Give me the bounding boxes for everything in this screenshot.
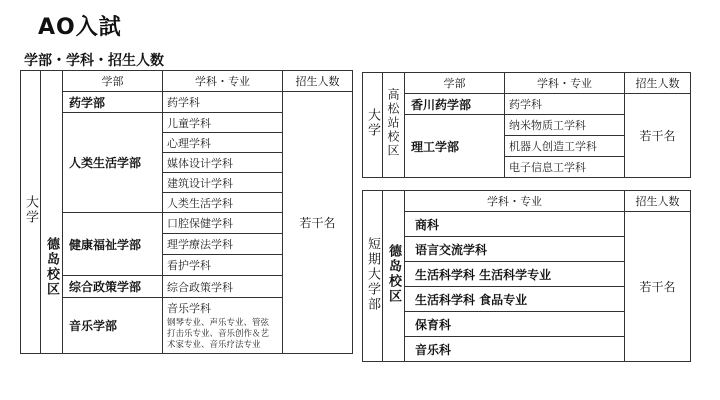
quota-value: 若干名 [283,92,353,354]
campus-label: 德岛校区 [386,244,401,304]
music-detail-line: 术家专业、音乐疗法专业 [167,340,261,350]
right-top-table [362,72,691,178]
subject-item: 人类生活学科 [163,193,283,213]
subject-item: 音乐科 [405,337,625,362]
dept-human-life: 人类生活学部 [63,113,163,213]
subject-item: 电子信息工学科 [505,157,625,178]
header-quota: 招生人数 [283,71,353,92]
university-label: 大学 [23,195,38,225]
subject-item: 生活科学科 食品专业 [405,287,625,312]
header-quota: 招生人数 [625,73,691,94]
university-label-cell [363,73,383,178]
campus-label-cell [383,73,405,178]
music-detail-line: 钢琴专业、声乐专业、管弦 [167,318,270,328]
subject-item: 心理学科 [163,133,283,153]
university-label: 大学 [365,108,380,138]
dept-policy: 综合政策学部 [63,276,163,298]
subject-item: 药学科 [163,92,283,113]
subject-item: 保育科 [405,312,625,337]
header-dept: 学部 [405,73,505,94]
subject-item: 纳米物质工学科 [505,115,625,136]
subject-item: 药学科 [505,94,625,115]
college-label: 短期大学部 [365,236,380,312]
page-title: AO入試 [38,15,122,40]
college-label-cell [363,191,383,362]
campus-label: 德岛校区 [44,237,59,297]
subject-item: 综合政策学科 [163,276,283,298]
header-quota: 招生人数 [625,191,691,212]
university-label-cell [21,71,41,354]
subject-item: 媒体设计学科 [163,153,283,173]
quota-value: 若干名 [625,94,691,178]
header-subject: 学科・专业 [163,71,283,92]
right-bottom-table [362,190,691,362]
campus-label: 高松站校区 [386,88,400,158]
music-subject: 音乐学科 [167,302,211,315]
subject-item: 建筑设计学科 [163,173,283,193]
subject-item: 理学療法学科 [163,234,283,255]
music-subject-cell [163,298,283,354]
subject-item: 商科 [405,212,625,237]
campus-label-cell [383,191,405,362]
music-detail-line: 打击乐专业、音乐创作＆艺 [167,329,270,339]
dept-pharmacy: 药学部 [63,92,163,113]
subject-item: 看护学科 [163,255,283,276]
header-subject: 学科・专业 [505,73,625,94]
subject-item: 机器人创造工学科 [505,136,625,157]
subject-item: 儿童学科 [163,113,283,133]
header-subject: 学科・专业 [405,191,625,212]
left-table [20,70,353,354]
page-subtitle: 学部・学科・招生人数 [24,53,164,69]
quota-value: 若干名 [625,212,691,362]
dept-music: 音乐学部 [63,298,163,354]
dept-health: 健康福祉学部 [63,213,163,276]
header-dept: 学部 [63,71,163,92]
dept-science: 理工学部 [405,115,505,178]
subject-item: 生活科学科 生活科学专业 [405,262,625,287]
dept-kagawa-pharmacy: 香川药学部 [405,94,505,115]
subject-item: 口腔保健学科 [163,213,283,234]
campus-label-cell [41,71,63,354]
subject-item: 语言交流学科 [405,237,625,262]
